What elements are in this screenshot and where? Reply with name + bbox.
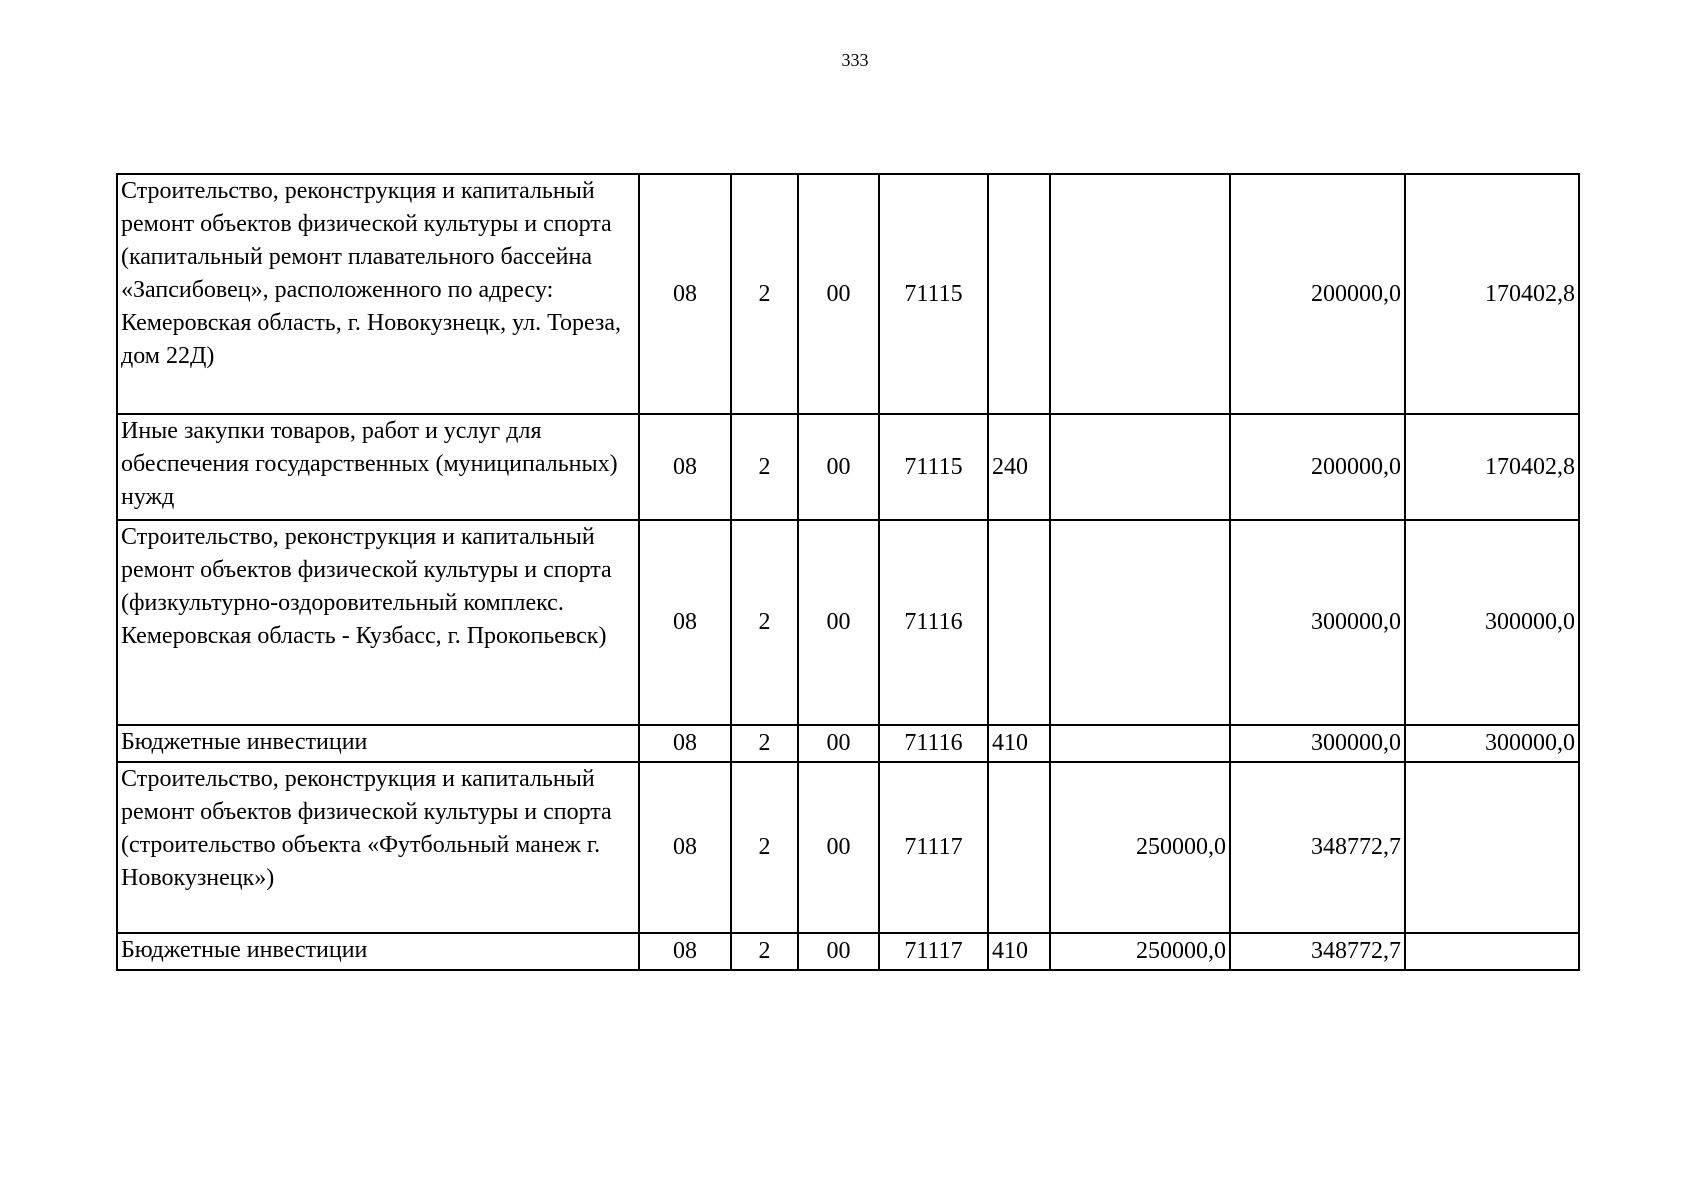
subprogram-code: 00 xyxy=(798,174,879,414)
direction-code: 71115 xyxy=(879,174,988,414)
table-row xyxy=(117,725,1579,762)
subprogram-code: 00 xyxy=(798,762,879,933)
row-name: Бюджетные инвестиции xyxy=(117,725,639,762)
direction-code: 71115 xyxy=(879,414,988,520)
section-code: 08 xyxy=(639,725,731,762)
expense-type-code: 240 xyxy=(988,414,1050,520)
program-code: 2 xyxy=(731,762,798,933)
amount-2: 200000,0 xyxy=(1230,174,1405,414)
program-code: 2 xyxy=(731,520,798,725)
expense-type-code xyxy=(988,762,1050,933)
amount-2: 348772,7 xyxy=(1230,762,1405,933)
amount-1: 250000,0 xyxy=(1050,933,1230,970)
amount-3 xyxy=(1405,762,1579,933)
amount-1: 250000,0 xyxy=(1050,762,1230,933)
program-code: 2 xyxy=(731,725,798,762)
table-row xyxy=(117,762,1579,933)
direction-code: 71117 xyxy=(879,762,988,933)
table-row xyxy=(117,414,1579,520)
direction-code: 71116 xyxy=(879,520,988,725)
row-name: Строительство, реконструкция и капитальный ремонт объектов физической культуры и спорта (физкультурно-оздоровительный комплекс. Кемеровская область - Кузбасс, г. Прокопьевск) xyxy=(117,520,639,725)
section-code: 08 xyxy=(639,762,731,933)
row-name: Строительство, реконструкция и капитальный ремонт объектов физической культуры и спорта (капитальный ремонт плавательного бассейна «Запсибовец», расположенного по адресу: Кемеровская область, г. Новокузнецк, ул. Тореза, дом 22Д) xyxy=(117,174,639,414)
amount-2: 300000,0 xyxy=(1230,520,1405,725)
table-row xyxy=(117,520,1579,725)
subprogram-code: 00 xyxy=(798,725,879,762)
amount-2: 300000,0 xyxy=(1230,725,1405,762)
expense-type-code: 410 xyxy=(988,725,1050,762)
amount-3: 300000,0 xyxy=(1405,725,1579,762)
direction-code: 71116 xyxy=(879,725,988,762)
section-code: 08 xyxy=(639,414,731,520)
subprogram-code: 00 xyxy=(798,933,879,970)
subprogram-code: 00 xyxy=(798,520,879,725)
row-name: Бюджетные инвестиции xyxy=(117,933,639,970)
direction-code: 71117 xyxy=(879,933,988,970)
expense-type-code: 410 xyxy=(988,933,1050,970)
amount-3: 170402,8 xyxy=(1405,414,1579,520)
amount-3: 300000,0 xyxy=(1405,520,1579,725)
row-name: Строительство, реконструкция и капитальный ремонт объектов физической культуры и спорта (строительство объекта «Футбольный манеж г. Новокузнецк») xyxy=(117,762,639,933)
section-code: 08 xyxy=(639,520,731,725)
expense-type-code xyxy=(988,174,1050,414)
section-code: 08 xyxy=(639,174,731,414)
amount-3: 170402,8 xyxy=(1405,174,1579,414)
program-code: 2 xyxy=(731,933,798,970)
amount-2: 200000,0 xyxy=(1230,414,1405,520)
amount-1 xyxy=(1050,174,1230,414)
amount-1 xyxy=(1050,725,1230,762)
amount-2: 348772,7 xyxy=(1230,933,1405,970)
program-code: 2 xyxy=(731,174,798,414)
table-row xyxy=(117,174,1579,414)
program-code: 2 xyxy=(731,414,798,520)
row-name: Иные закупки товаров, работ и услуг для обеспечения государственных (муниципальных) нужд xyxy=(117,414,639,520)
page-number: 333 xyxy=(841,50,869,70)
table-row xyxy=(117,933,1579,970)
section-code: 08 xyxy=(639,933,731,970)
amount-3 xyxy=(1405,933,1579,970)
expense-type-code xyxy=(988,520,1050,725)
amount-1 xyxy=(1050,414,1230,520)
budget-table xyxy=(116,173,1580,971)
amount-1 xyxy=(1050,520,1230,725)
subprogram-code: 00 xyxy=(798,414,879,520)
